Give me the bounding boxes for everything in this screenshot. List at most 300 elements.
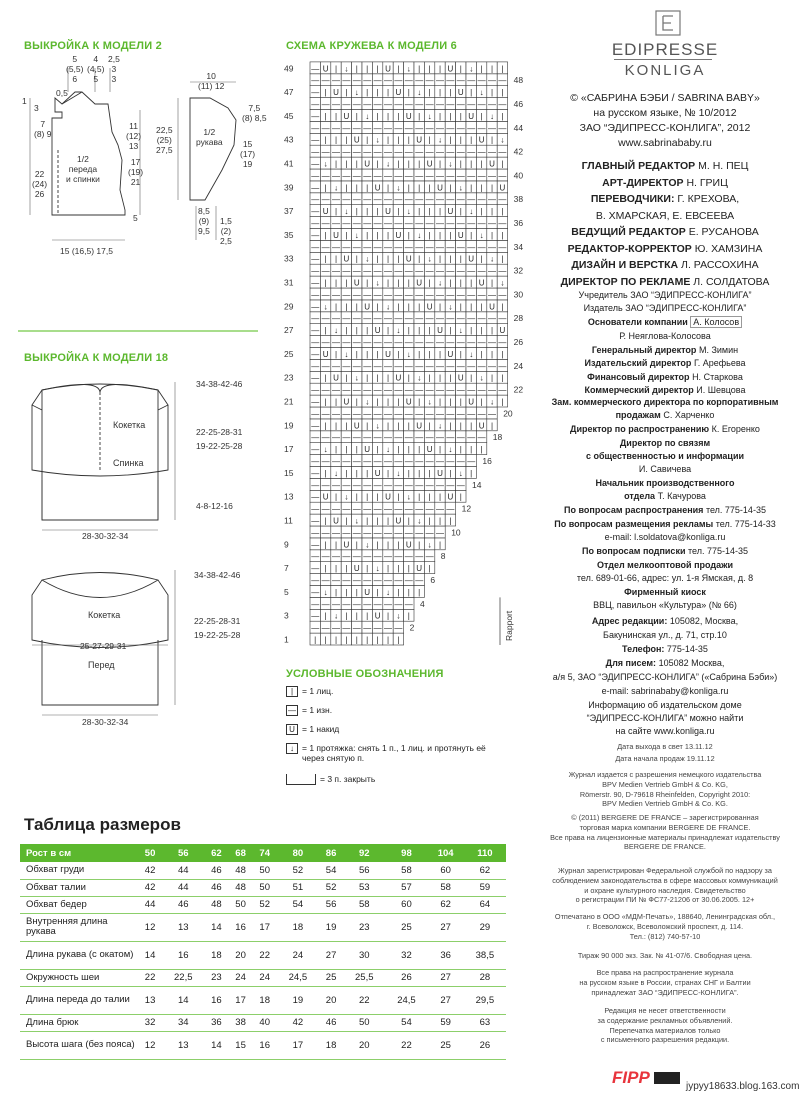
lace-symbol: — [311, 159, 320, 169]
lace-row [310, 181, 508, 193]
lace-symbol: | [428, 230, 431, 240]
back-bottom: 28-30-32-34 [82, 531, 129, 541]
size-cell: 22 [138, 969, 162, 986]
lace-symbol: | [428, 349, 431, 359]
lace-symbol: — [425, 385, 434, 395]
circulation-line: Тираж 90 000 экз. Зак. № 41-07/6. Свободная цена. [577, 951, 753, 960]
lace-symbol: — [311, 385, 320, 395]
lace-symbol: | [418, 302, 421, 312]
lace-symbol: | [386, 540, 390, 550]
lace-symbol: — [311, 599, 320, 609]
rights-line: Все права на распространение журнала [596, 968, 734, 977]
lace-symbol: | [376, 492, 379, 502]
lace-symbol: — [311, 504, 320, 514]
size-cell: 32 [385, 941, 427, 969]
lace-symbol: — [311, 278, 320, 288]
lace-symbol: | [428, 421, 431, 431]
size-cell: 58 [385, 862, 427, 879]
lace-symbol: | [334, 421, 338, 431]
lace-symbol: — [404, 266, 413, 276]
lace-symbol: — [477, 338, 486, 347]
size-header-cell: 80 [277, 844, 319, 862]
lace-symbol: | [480, 111, 483, 121]
lace-symbol: — [425, 409, 434, 419]
lace-row-number-left: 17 [284, 444, 294, 455]
dim-7: 7 (8) 9 [34, 119, 52, 139]
size-cell: 48 [204, 896, 228, 913]
lace-symbol: | [355, 302, 358, 312]
size-cell: 24 [277, 941, 319, 969]
lace-symbol: ↓ [323, 159, 328, 169]
lace-symbol: ↓ [344, 492, 349, 502]
lace-symbol: — [404, 100, 413, 109]
lace-symbol: — [446, 409, 455, 419]
lace-symbol: — [363, 623, 372, 633]
size-cell: 44 [138, 896, 162, 913]
lace-symbol: | [438, 397, 442, 407]
lace-symbol: | [438, 88, 442, 98]
lace-row-number-right: 36 [513, 218, 524, 228]
lace-symbol: | [407, 159, 410, 169]
size-cell: 56 [343, 862, 385, 879]
lace-symbol: | [470, 445, 473, 455]
lace-symbol: — [394, 552, 403, 562]
back-dim1: 34-38-42-46 [196, 379, 243, 389]
lace-symbol: — [384, 147, 392, 157]
size-cell: 15 [229, 1031, 253, 1059]
lace-symbol: — [498, 242, 507, 252]
lace-symbol: — [342, 147, 351, 157]
mpa-logo-icon [654, 1072, 680, 1084]
dim-bottom-width: 15 (16,5) 17,5 [60, 246, 113, 256]
lace-symbol: | [449, 421, 452, 431]
lace-symbol: — [332, 433, 340, 443]
lace-symbol: — [352, 219, 361, 228]
size-cell: 50 [253, 879, 277, 896]
lace-symbol: | [407, 468, 410, 478]
size-cell: 20 [319, 986, 343, 1014]
lace-symbol: — [394, 171, 403, 181]
lace-symbol: | [345, 421, 348, 431]
ads-email[interactable]: e-mail: l.soldatova@konliga.ru [604, 532, 726, 542]
lace-symbol: — [394, 147, 403, 157]
lace-symbol: — [415, 195, 424, 205]
lace-symbol: ↓ [458, 326, 463, 336]
editorial-email[interactable]: e-mail: sabrinababy@konliga.ru [601, 686, 729, 696]
size-row-label: Высота шага (без пояса) [20, 1031, 138, 1059]
size-cell: 14 [138, 941, 162, 969]
size-cell: 14 [204, 1031, 228, 1059]
lace-symbol: | [397, 135, 400, 145]
lace-row-number-left: 23 [284, 372, 294, 383]
size-header-label: Рост в см [20, 844, 138, 862]
lace-symbol: | [376, 445, 379, 455]
lace-symbol: | [345, 564, 348, 574]
lace-symbol: | [449, 326, 452, 336]
lace-symbol: U [353, 564, 360, 574]
lace-row-number-left: 21 [284, 396, 294, 407]
lace-symbol: | [428, 64, 431, 74]
lace-row [310, 633, 404, 645]
lace-symbol: | [490, 135, 494, 145]
lace-symbol: — [384, 552, 392, 562]
lace-symbol: — [311, 397, 320, 407]
lace-symbol: — [373, 100, 382, 109]
size-cell: 22,5 [162, 969, 204, 986]
lace-symbol: | [397, 64, 400, 74]
lace-symbol: | [355, 540, 358, 550]
logo-konliga: KONLIGA [624, 62, 706, 79]
lace-symbol: — [363, 242, 372, 252]
lace-symbol: — [311, 492, 320, 502]
lace-symbol: — [456, 480, 465, 490]
lace-symbol: — [467, 171, 476, 181]
lace-symbol: | [345, 183, 348, 193]
lace-symbol: U [457, 373, 464, 383]
size-row [20, 969, 506, 986]
staff-line: ДИЗАЙН И ВЕРСТКА Л. РАССОХИНА [571, 259, 759, 271]
lace-symbol: U [478, 278, 485, 288]
lace-symbol: — [352, 171, 361, 181]
lace-symbol: — [477, 219, 486, 228]
lace-symbol: | [366, 373, 369, 383]
lace-symbol: — [404, 528, 413, 538]
lace-symbol: U [364, 302, 371, 312]
lace-symbol: — [342, 314, 351, 324]
lace-symbol: | [366, 230, 369, 240]
lace-symbol: | [470, 326, 473, 336]
info-line3: на сайте www.konliga.ru [615, 726, 715, 736]
lace-symbol: — [363, 433, 372, 443]
lace-symbol: — [332, 623, 340, 633]
dim-17: 17 (19) 21 [128, 157, 144, 187]
legend-text: = 1 изн. [302, 705, 333, 715]
lace-symbol: | [480, 183, 483, 193]
lace-symbol: | [376, 635, 379, 645]
registration-line: о регистрации ПИ № ФС77-21206 от 30.06.2005. 12+ [575, 895, 755, 905]
lace-symbol: U [468, 254, 475, 264]
lace-symbol: | [334, 397, 338, 407]
size-cell: 24 [253, 969, 277, 986]
lace-symbol: — [415, 242, 424, 252]
size-cell: 16 [253, 1031, 277, 1059]
lace-symbol: — [332, 338, 340, 347]
lace-symbol: — [425, 552, 434, 562]
lace-symbol: — [404, 409, 413, 419]
lace-symbol: | [418, 183, 421, 193]
lace-symbol: — [498, 147, 507, 157]
lace-row [310, 312, 508, 324]
lace-symbol: | [407, 611, 410, 621]
lace-symbol: — [394, 528, 403, 538]
lace-symbol: ↓ [406, 64, 411, 74]
publisher: Издатель ЗАО “ЭДИПРЕСС-КОНЛИГА” [583, 303, 747, 313]
lace-symbol: — [363, 195, 372, 205]
lace-symbol: — [311, 326, 320, 336]
lace-symbol: — [352, 147, 361, 157]
size-row [20, 913, 506, 941]
lace-symbol: — [373, 219, 382, 228]
lace-symbol: | [490, 421, 494, 431]
lace-symbol: — [446, 123, 455, 133]
lace-symbol: U [322, 492, 329, 502]
lace-row-number-right: 20 [503, 408, 513, 419]
registration-line: соблюдением законодательства в сфере массовых коммуникаций [552, 875, 778, 885]
lace-symbol: — [321, 599, 330, 609]
lace-symbol: — [456, 290, 465, 300]
legend-item [286, 774, 375, 785]
model18-title: ВЫКРОЙКА К МОДЕЛИ 18 [24, 352, 169, 364]
lace-symbol: | [366, 207, 369, 217]
lace-symbol: — [488, 76, 496, 86]
size-header-cell: 74 [253, 844, 277, 862]
lace-symbol: | [345, 278, 348, 288]
lace-row [310, 502, 456, 514]
lace-symbol: — [436, 338, 444, 347]
size-cell: 34 [162, 1014, 204, 1031]
lace-symbol: | [470, 183, 473, 193]
lace-row-number-left: 1 [284, 634, 289, 645]
lace-symbol: — [404, 338, 413, 347]
lace-symbol: ↓ [323, 587, 328, 597]
legend-item [286, 705, 332, 716]
size-cell: 12 [138, 913, 162, 941]
lace-symbol: — [384, 338, 392, 347]
lace-symbol: | [334, 207, 338, 217]
lace-symbol: ↓ [417, 88, 422, 98]
lace-row [310, 574, 424, 586]
lace-symbol: — [311, 457, 320, 466]
lace-row [310, 264, 508, 276]
lace-symbol: — [321, 123, 330, 133]
lace-symbol: — [446, 385, 455, 395]
lace-symbol: — [436, 242, 444, 252]
lace-symbol: U [499, 183, 506, 193]
lace-symbol: — [477, 123, 486, 133]
lace-symbol: | [407, 302, 410, 312]
lace-row-number-right: 8 [440, 551, 446, 562]
lace-symbol: | [438, 111, 442, 121]
logo-divider [614, 59, 712, 60]
lace-symbol: — [415, 528, 424, 538]
lace-symbol: U [489, 302, 495, 312]
lace-symbol: — [404, 290, 413, 300]
lace-symbol: — [332, 552, 340, 562]
size-cell: 52 [319, 879, 343, 896]
lace-symbol: | [324, 468, 327, 478]
size-cell: 63 [464, 1014, 506, 1031]
lace-symbol: — [477, 385, 486, 395]
lace-symbol: — [373, 314, 382, 324]
lace-symbol: — [352, 266, 361, 276]
lace-symbol: — [311, 564, 320, 574]
lace-symbol: ↓ [375, 564, 380, 574]
lace-symbol: — [311, 611, 320, 621]
lace-symbol: — [425, 219, 434, 228]
lace-symbol: | [438, 254, 442, 264]
lace-symbol: ↓ [365, 397, 370, 407]
lace-symbol: — [467, 123, 476, 133]
sale-date: Дата начала продаж 19.11.12 [615, 754, 715, 763]
lace-symbol: — [404, 433, 413, 443]
management-line: Генеральный директор М. Зимин [591, 345, 739, 355]
lace-symbol: — [404, 457, 413, 466]
lace-symbol: — [425, 314, 434, 324]
legend-item [286, 743, 506, 763]
lace-symbol: U [343, 111, 350, 121]
dim-75: 7,5 (8) 8,5 [242, 103, 267, 123]
lace-symbol: — [342, 242, 351, 252]
lace-symbol: | [397, 564, 400, 574]
lace-symbol: — [415, 147, 424, 157]
size-cell: 25,5 [343, 969, 385, 986]
lace-symbol: | [428, 278, 431, 288]
lace-symbol: — [373, 599, 382, 609]
lace-symbol: ↓ [386, 445, 390, 455]
lace-symbol: — [342, 457, 351, 466]
lace-symbol: | [334, 302, 338, 312]
lace-symbol: — [394, 457, 403, 466]
lace-symbol: | [418, 64, 421, 74]
size-table [20, 844, 506, 1060]
lace-row-number-right: 42 [513, 146, 524, 157]
lace-symbol: — [342, 623, 351, 633]
lace-symbol: — [456, 338, 465, 347]
lace-row [310, 455, 476, 467]
magazine-copyright: © «САБРИНА БЭБИ / SABRINA BABY» [570, 92, 760, 104]
legend-text: = 3 п. закрыть [320, 774, 376, 784]
lace-row-number-right: 6 [430, 575, 436, 585]
legend-title: УСЛОВНЫЕ ОБОЗНАЧЕНИЯ [286, 668, 444, 680]
lace-symbol: U [478, 421, 485, 431]
size-cell: 24,5 [277, 969, 319, 986]
lace-row-number-left: 9 [284, 539, 289, 550]
lace-symbol: U [374, 326, 381, 336]
lace-symbol: ↓ [375, 278, 380, 288]
lace-symbol: — [488, 290, 496, 300]
lace-symbol: — [363, 385, 372, 395]
lace-symbol: | [324, 564, 327, 574]
lace-symbol: | [397, 635, 400, 645]
front-name-label: Перед [88, 660, 115, 670]
lace-symbol: — [446, 76, 455, 86]
lace-symbol: — [332, 409, 340, 419]
size-cell: 42 [277, 1014, 319, 1031]
lace-symbol: — [332, 147, 340, 157]
lace-symbol: — [446, 457, 455, 466]
size-row [20, 862, 506, 879]
lace-symbol: | [324, 278, 327, 288]
size-cell: 56 [319, 896, 343, 913]
lace-symbol: | [397, 421, 400, 431]
lace-symbol: — [394, 385, 403, 395]
lace-symbol: | [501, 349, 504, 359]
size-cell: 60 [428, 862, 464, 879]
lace-symbol: | [334, 445, 338, 455]
lace-symbol: — [321, 409, 330, 419]
lace-symbol: | [397, 540, 400, 550]
lace-symbol: — [321, 266, 330, 276]
lace-symbol: U [437, 468, 443, 478]
size-cell: 19 [319, 913, 343, 941]
front-bottom: 28-30-32-34 [82, 717, 129, 727]
lace-symbol: ↓ [479, 230, 484, 240]
lace-symbol: | [324, 326, 327, 336]
lace-row [310, 538, 445, 550]
size-cell: 26 [464, 1031, 506, 1059]
lace-symbol: — [363, 219, 372, 228]
legend-text: = 1 накид [302, 724, 340, 734]
lace-symbol: — [394, 504, 403, 514]
size-cell: 44 [162, 862, 204, 879]
lace-row-number-left: 45 [284, 110, 294, 121]
size-cell: 50 [229, 896, 253, 913]
lace-symbol: — [321, 433, 330, 443]
lace-symbol: — [488, 242, 496, 252]
dim-top-a: 5 (5,5) 6 [66, 54, 84, 84]
staff-line: ГЛАВНЫЙ РЕДАКТОР М. Н. ПЕЦ [581, 160, 749, 172]
lace-symbol: — [394, 576, 403, 585]
lace-symbol: ↓ [458, 183, 463, 193]
size-cell: 36 [428, 941, 464, 969]
lace-symbol: | [345, 635, 348, 645]
lace-symbol: — [488, 100, 496, 109]
staff-line: РЕДАКТОР-КОРРЕКТОР Ю. ХАМЗИНА [567, 242, 763, 255]
lace-symbol: — [342, 100, 351, 109]
lace-symbol: | [334, 278, 338, 288]
lace-symbol: — [311, 195, 320, 205]
lace-symbol: | [470, 373, 473, 383]
dim-15b: 1,5 (2) 2,5 [220, 216, 232, 246]
dim-11: 11 (12) 13 [126, 121, 142, 151]
lace-symbol: — [394, 195, 403, 205]
lace-symbol: | [324, 540, 327, 550]
lace-symbol: — [373, 457, 382, 466]
lace-symbol: | [407, 587, 410, 597]
lace-symbol: — [363, 504, 372, 514]
lace-symbol: — [311, 219, 320, 228]
lace-symbol: U [426, 302, 433, 312]
lace-symbol: — [352, 100, 361, 109]
lace-row [310, 431, 487, 443]
lace-symbol: — [394, 409, 403, 419]
lace-symbol: | [490, 64, 494, 74]
size-table-header [20, 844, 506, 862]
lace-symbol: | [449, 183, 452, 193]
lace-symbol: | [418, 540, 421, 550]
lace-symbol: — [373, 623, 382, 633]
lace-symbol: | [355, 349, 358, 359]
lace-symbol: | [345, 230, 348, 240]
lace-symbol: — [352, 361, 361, 371]
lace-symbol: — [311, 338, 320, 347]
lace-symbol: — [352, 576, 361, 585]
lace-row [310, 145, 508, 157]
lace-symbol: — [394, 76, 403, 86]
lace-symbol: | [345, 88, 348, 98]
size-cell: 22 [343, 986, 385, 1014]
lace-symbol: | [324, 254, 327, 264]
lace-symbol: U [437, 326, 443, 336]
lace-symbol: | [438, 64, 442, 74]
lace-symbol: ↓ [386, 159, 390, 169]
lace-symbol: — [415, 504, 424, 514]
legend-item [286, 686, 333, 697]
lace-row [310, 562, 435, 574]
release-date: Дата выхода в свет 13.11.12 [617, 742, 713, 751]
lace-symbol: | [355, 587, 358, 597]
lace-symbol: | [418, 349, 421, 359]
